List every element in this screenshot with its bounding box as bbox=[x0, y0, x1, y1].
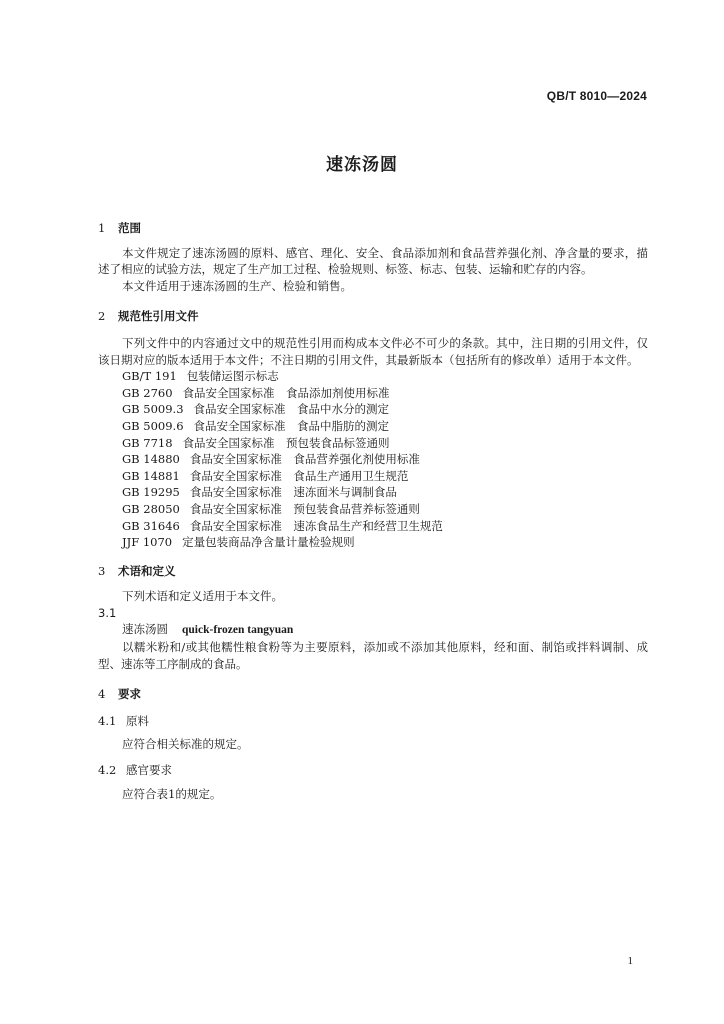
reference-item bbox=[98, 435, 648, 452]
section-heading-scope bbox=[98, 220, 648, 237]
reference-code: GB 2760 bbox=[122, 385, 173, 400]
reference-item bbox=[98, 401, 648, 418]
reference-code: GB 5009.3 bbox=[122, 402, 184, 417]
term-english: quick-frozen tangyuan bbox=[182, 624, 294, 637]
reference-code: GB 31646 bbox=[122, 518, 180, 533]
reference-title: 食品安全国家标准 预包装食品标签通则 bbox=[182, 435, 390, 450]
standard-code: QB/T 8010—2024 bbox=[546, 89, 647, 103]
reference-code: GB 14880 bbox=[122, 452, 180, 467]
document-title: 速冻汤圆 bbox=[326, 155, 398, 175]
reference-title: 食品安全国家标准 食品中水分的测定 bbox=[193, 402, 390, 417]
term-chinese: 速冻汤圆 bbox=[122, 622, 168, 637]
reference-title: 定量包装商品净含量计量检验规则 bbox=[182, 535, 355, 550]
raw-materials-text: 应符合相关标准的规定。 bbox=[122, 737, 249, 752]
reference-code: GB 5009.6 bbox=[122, 418, 184, 433]
reference-item bbox=[98, 518, 648, 535]
subsection-number: 4.1 bbox=[98, 713, 117, 728]
section-title: 范围 bbox=[118, 221, 141, 235]
scope-paragraph-2: 本文件适用于速冻汤圆的生产、检验和销售。 bbox=[122, 278, 352, 293]
reference-title: 食品安全国家标准 食品营养强化剂使用标准 bbox=[189, 452, 420, 467]
page-number: 1 bbox=[627, 955, 633, 967]
references-intro: 下列文件中的内容通过文中的规范性引用而构成本文件必不可少的条款。其中，注日期的引用文件，仅该日期对应的版本适用于本文件；不注日期的引用文件，其最新版本（包括所有的修改单）适用于本文件。 bbox=[98, 335, 648, 367]
reference-code: GB 28050 bbox=[122, 501, 180, 516]
reference-item bbox=[98, 385, 648, 402]
reference-code: JJF 1070 bbox=[122, 535, 173, 550]
subsection-heading-sensory bbox=[98, 762, 648, 779]
reference-item bbox=[98, 418, 648, 435]
term-definition: 以糯米粉和/或其他糯性粮食粉等为主要原料，添加或不添加其他原料，经和面、制馅或拌料调制、成型、速冻等工序制成的食品。 bbox=[98, 640, 648, 671]
terms-intro: 下列术语和定义适用于本文件。 bbox=[122, 589, 283, 604]
reference-code: GB/T 191 bbox=[122, 369, 177, 384]
term-entry bbox=[98, 621, 648, 639]
reference-code: GB 14881 bbox=[122, 468, 180, 483]
document-body bbox=[98, 220, 648, 802]
reference-item bbox=[98, 484, 648, 501]
subsection-number: 4.2 bbox=[98, 763, 117, 778]
section-number: 2 bbox=[98, 309, 106, 324]
reference-title: 食品安全国家标准 食品生产通用卫生规范 bbox=[189, 468, 409, 483]
subsection-title: 感官要求 bbox=[126, 763, 172, 778]
section-number: 1 bbox=[98, 221, 106, 235]
reference-list bbox=[98, 368, 648, 551]
reference-title: 食品安全国家标准 速冻面米与调制食品 bbox=[189, 485, 397, 500]
subsection-title: 原料 bbox=[126, 713, 149, 728]
scope-paragraph-1: 本文件规定了速冻汤圆的原料、感官、理化、安全、食品添加剂和食品营养强化剂、净含量的要求，描述了相应的试验方法，规定了生产加工过程、检验规则、标签、标志、包装、运输和贮存的内容。 bbox=[98, 245, 648, 277]
section-number: 3 bbox=[98, 563, 106, 578]
reference-code: GB 19295 bbox=[122, 485, 180, 500]
reference-title: 食品安全国家标准 速冻食品生产和经营卫生规范 bbox=[189, 518, 443, 533]
reference-item bbox=[98, 501, 648, 518]
reference-item bbox=[98, 468, 648, 485]
reference-title: 食品安全国家标准 预包装食品营养标签通则 bbox=[189, 501, 420, 516]
reference-title: 包装储运图示标志 bbox=[186, 369, 279, 384]
reference-item bbox=[98, 368, 648, 385]
section-title: 术语和定义 bbox=[118, 563, 176, 578]
sensory-text: 应符合表1的规定。 bbox=[122, 786, 222, 801]
section-title: 规范性引用文件 bbox=[118, 309, 199, 324]
reference-code: GB 7718 bbox=[122, 435, 173, 450]
subsection-heading-raw-materials bbox=[98, 713, 648, 730]
section-heading-normative-references bbox=[98, 308, 648, 325]
term-number: 3.1 bbox=[98, 605, 117, 620]
section-heading-requirements bbox=[98, 686, 648, 703]
reference-title: 食品安全国家标准 食品中脂肪的测定 bbox=[193, 418, 390, 433]
reference-title: 食品安全国家标准 食品添加剂使用标准 bbox=[182, 385, 390, 400]
reference-item bbox=[98, 534, 648, 551]
section-heading-terms bbox=[98, 563, 648, 580]
section-title: 要求 bbox=[118, 687, 141, 702]
reference-item bbox=[98, 451, 648, 468]
section-number: 4 bbox=[98, 687, 106, 702]
